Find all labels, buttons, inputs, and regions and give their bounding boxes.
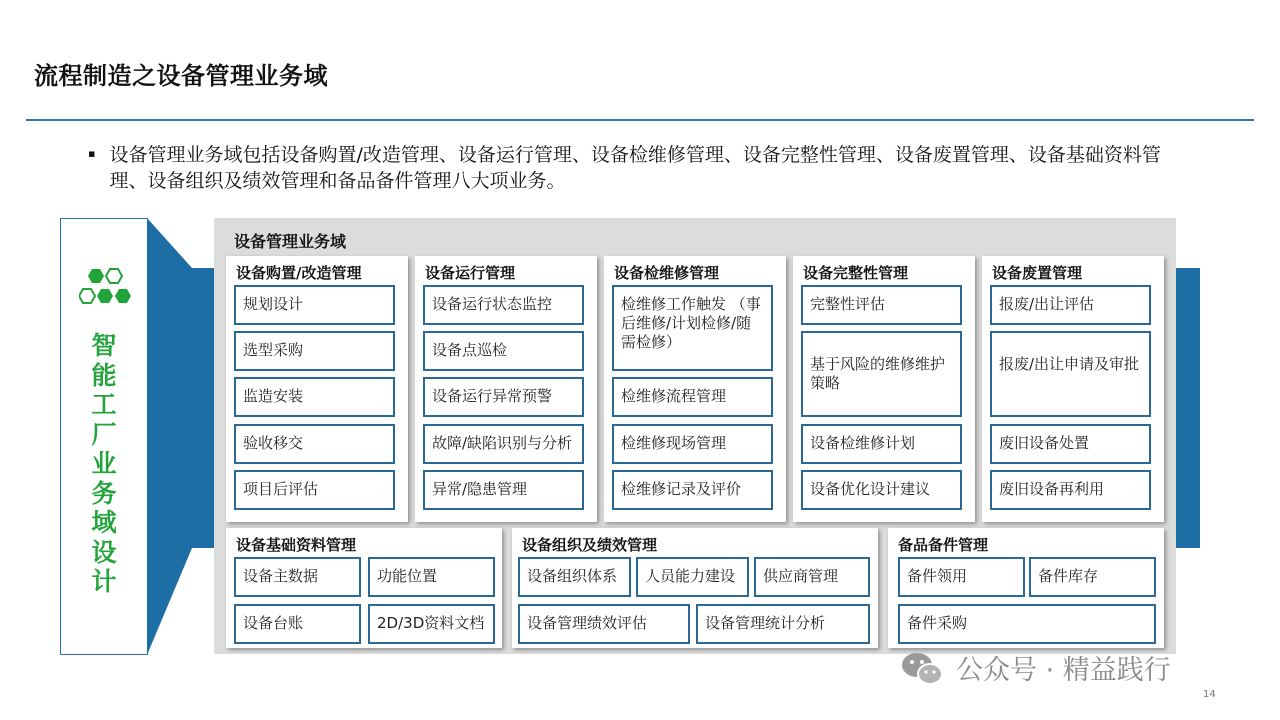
card-spare-parts <box>888 528 1164 648</box>
list-item: 备件采购 <box>898 604 1156 644</box>
right-blue-bar <box>1176 268 1200 548</box>
list-item: 检维修流程管理 <box>612 377 773 417</box>
card-integrity <box>793 256 975 522</box>
list-item: 废旧设备再利用 <box>990 470 1151 510</box>
list-item: 设备点巡检 <box>423 331 584 371</box>
list-item: 完整性评估 <box>801 285 962 325</box>
list-item: 异常/隐患管理 <box>423 470 584 510</box>
card-title: 设备组织及绩效管理 <box>522 536 658 554</box>
bullet-marker: ▪ <box>88 147 96 160</box>
side-char: 业 <box>91 449 117 478</box>
list-item: 废旧设备处置 <box>990 424 1151 464</box>
card-title: 备品备件管理 <box>898 536 989 554</box>
card-disposal <box>982 256 1164 522</box>
list-item: 规划设计 <box>234 285 395 325</box>
side-char: 能 <box>91 360 117 390</box>
card-title: 设备运行管理 <box>425 264 516 282</box>
list-item: 设备组织体系 <box>518 557 631 597</box>
list-item: 设备运行状态监控 <box>423 285 584 325</box>
list-item: 设备检维修计划 <box>801 424 962 464</box>
list-item: 设备管理绩效评估 <box>518 604 690 644</box>
list-item: 设备优化设计建议 <box>801 470 962 510</box>
wechat-icon <box>900 650 944 686</box>
page-number: 14 <box>1203 689 1216 700</box>
list-item: 报废/出让评估 <box>990 285 1151 325</box>
intro-text: 设备管理业务域包括设备购置/改造管理、设备运行管理、设备检维修管理、设备完整性管理、设备废置管理、设备基础资料管理、设备组织及绩效管理和备品备件管理八大项业务。 <box>109 144 1161 192</box>
side-char: 设 <box>91 537 117 567</box>
side-char: 工 <box>91 390 117 419</box>
list-item: 供应商管理 <box>754 557 870 597</box>
card-title: 设备检维修管理 <box>614 264 720 282</box>
side-char: 智 <box>91 331 117 360</box>
side-label-panel <box>60 218 148 655</box>
watermark-text: 公众号 · 精益践行 <box>956 655 1171 686</box>
side-char: 厂 <box>91 419 117 449</box>
intro-bullet <box>88 142 1188 194</box>
card-title: 设备废置管理 <box>992 264 1083 282</box>
list-item: 检维修现场管理 <box>612 424 773 464</box>
list-item: 设备运行异常预警 <box>423 377 584 417</box>
equipment-domain-panel <box>214 218 1176 654</box>
domain-title: 设备管理业务域 <box>234 232 347 251</box>
card-basic-data <box>226 528 502 648</box>
list-item: 设备主数据 <box>234 557 361 597</box>
list-item: 选型采购 <box>234 331 395 371</box>
slide-title: 流程制造之设备管理业务域 <box>34 62 328 90</box>
side-char: 计 <box>91 567 117 596</box>
card-organization <box>512 528 878 648</box>
card-title: 设备基础资料管理 <box>236 536 357 554</box>
list-item: 检维修记录及评价 <box>612 470 773 510</box>
list-item: 2D/3D资料文档 <box>368 604 495 644</box>
left-blue-bar <box>188 268 214 548</box>
title-divider <box>26 119 1254 121</box>
hexagon-logo-icon <box>79 267 131 307</box>
card-maintenance <box>604 256 786 522</box>
side-char: 域 <box>91 508 117 537</box>
list-item: 基于风险的维修维护策略 <box>801 331 962 417</box>
list-item: 备件领用 <box>898 557 1025 597</box>
list-item: 故障/缺陷识别与分析 <box>423 424 584 464</box>
list-item: 备件库存 <box>1029 557 1156 597</box>
card-operation <box>415 256 597 522</box>
side-vertical-text <box>61 331 147 597</box>
side-char: 务 <box>91 478 117 508</box>
list-item: 检维修工作触发 （事后维修/计划检修/随需检修） <box>612 285 773 371</box>
list-item: 人员能力建设 <box>636 557 749 597</box>
list-item: 功能位置 <box>368 557 495 597</box>
card-title: 设备完整性管理 <box>803 264 909 282</box>
card-title: 设备购置/改造管理 <box>236 264 362 282</box>
list-item: 设备管理统计分析 <box>696 604 870 644</box>
card-procurement <box>226 256 408 522</box>
expand-arrow-shape <box>147 218 192 655</box>
watermark <box>900 648 1171 687</box>
list-item: 项目后评估 <box>234 470 395 510</box>
list-item: 监造安装 <box>234 377 395 417</box>
list-item: 验收移交 <box>234 424 395 464</box>
list-item: 报废/出让申请及审批 <box>990 331 1151 417</box>
list-item: 设备台账 <box>234 604 361 644</box>
